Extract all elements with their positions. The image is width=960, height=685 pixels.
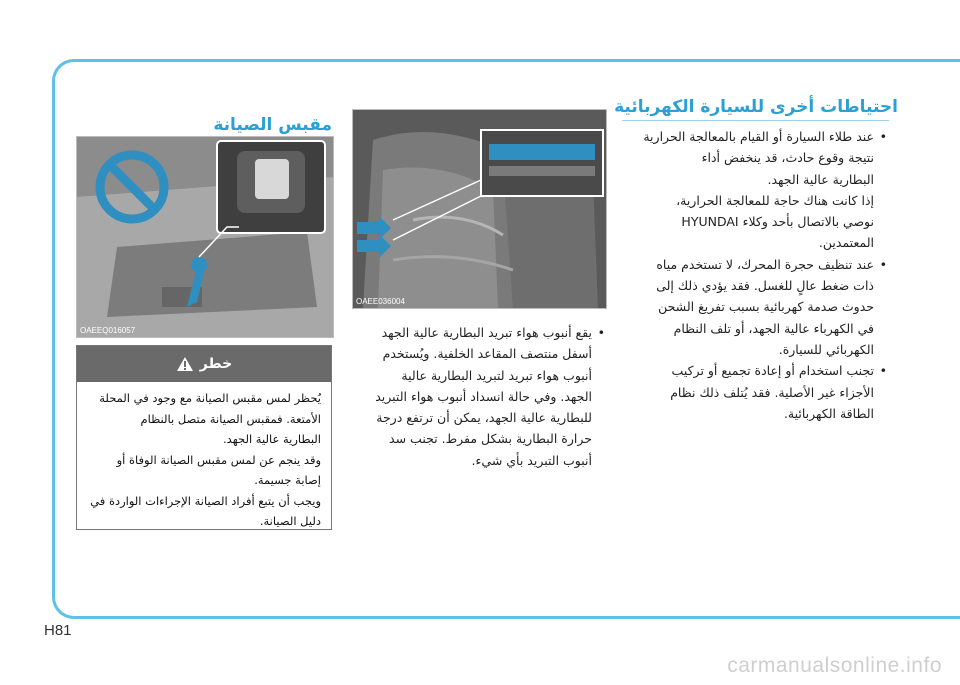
watermark: carmanualsonline.info (727, 654, 942, 677)
car-seat-illustration (353, 110, 606, 308)
warning-title: خطر (199, 356, 233, 372)
service-plug-image (76, 136, 334, 338)
right-bullet-1: • عند طلاء السيارة أو القيام بالمعالجة الحرارية نتيجة وقوع حادث، قد ينخفض أداء البطارية عالية الجهد. إذا كانت هناك حاجة للمعالجة الحرارية، نوصي بالاتصال بأحد وكلاء HYUNDAI المعتمدين. (622, 126, 874, 254)
right-heading-rule (622, 120, 889, 121)
seat-cooling-duct-image (352, 109, 607, 309)
image-code: OAEE036004 (356, 297, 405, 306)
middle-column-text (350, 322, 606, 471)
warning-triangle-icon (176, 356, 194, 372)
right-bullet-3: • تجنب استخدام أو إعادة تجميع أو تركيب الأجزاء غير الأصلية. فقد يُتلف ذلك نظام الطاقة الكهربائية. (622, 360, 874, 424)
trunk-illustration (77, 137, 333, 337)
right-bullet-2: • عند تنظيف حجرة المحرك، لا تستخدم مياه ذات ضغط عالٍ للغسل. فقد يؤدي ذلك إلى حدوث صدمة كهربائية بسبب تفريغ الشحن في الكهرباء عالية الجهد، أو تلف النظام الكهربائي للسيارة. (622, 254, 874, 360)
right-column-text (622, 126, 888, 424)
duct-highlight-icon (489, 144, 595, 160)
image-code: OAEEQ016057 (80, 326, 136, 335)
warning-header (77, 346, 331, 382)
service-plug-marker-icon (191, 257, 207, 273)
left-heading: مقبس الصيانة (213, 115, 332, 135)
warning-body: يُحظر لمس مقبس الصيانة مع وجود في المحلة الأمتعة. فمقبس الصيانة متصل بالنظام البطارية عالية الجهد. وقد ينجم عن لمس مقبس الصيانة الوفاة أو إصابة جسيمة. ويجب أن يتبع أفراد الصيانة الإجراءات الواردة في دليل الصيانة. (90, 391, 321, 528)
danger-warning-box (76, 345, 332, 530)
middle-bullet-1: • يقع أنبوب هواء تبريد البطارية عالية الجهد أسفل منتصف المقاعد الخلفية. ويُستخدم أنبوب هواء تبريد لتبريد البطارية عالية الجهد. وفي حالة انسداد أنبوب هواء التبريد للبطارية عالية الجهد، يمكن أن ترتفع درجة حرارة البطارية بشكل مفرط. تجنب سد أنبوب التبريد بأي شيء. (350, 322, 592, 471)
page-number: H81 (44, 622, 72, 639)
right-heading: احتياطات أخرى للسيارة الكهربائية (614, 97, 898, 117)
